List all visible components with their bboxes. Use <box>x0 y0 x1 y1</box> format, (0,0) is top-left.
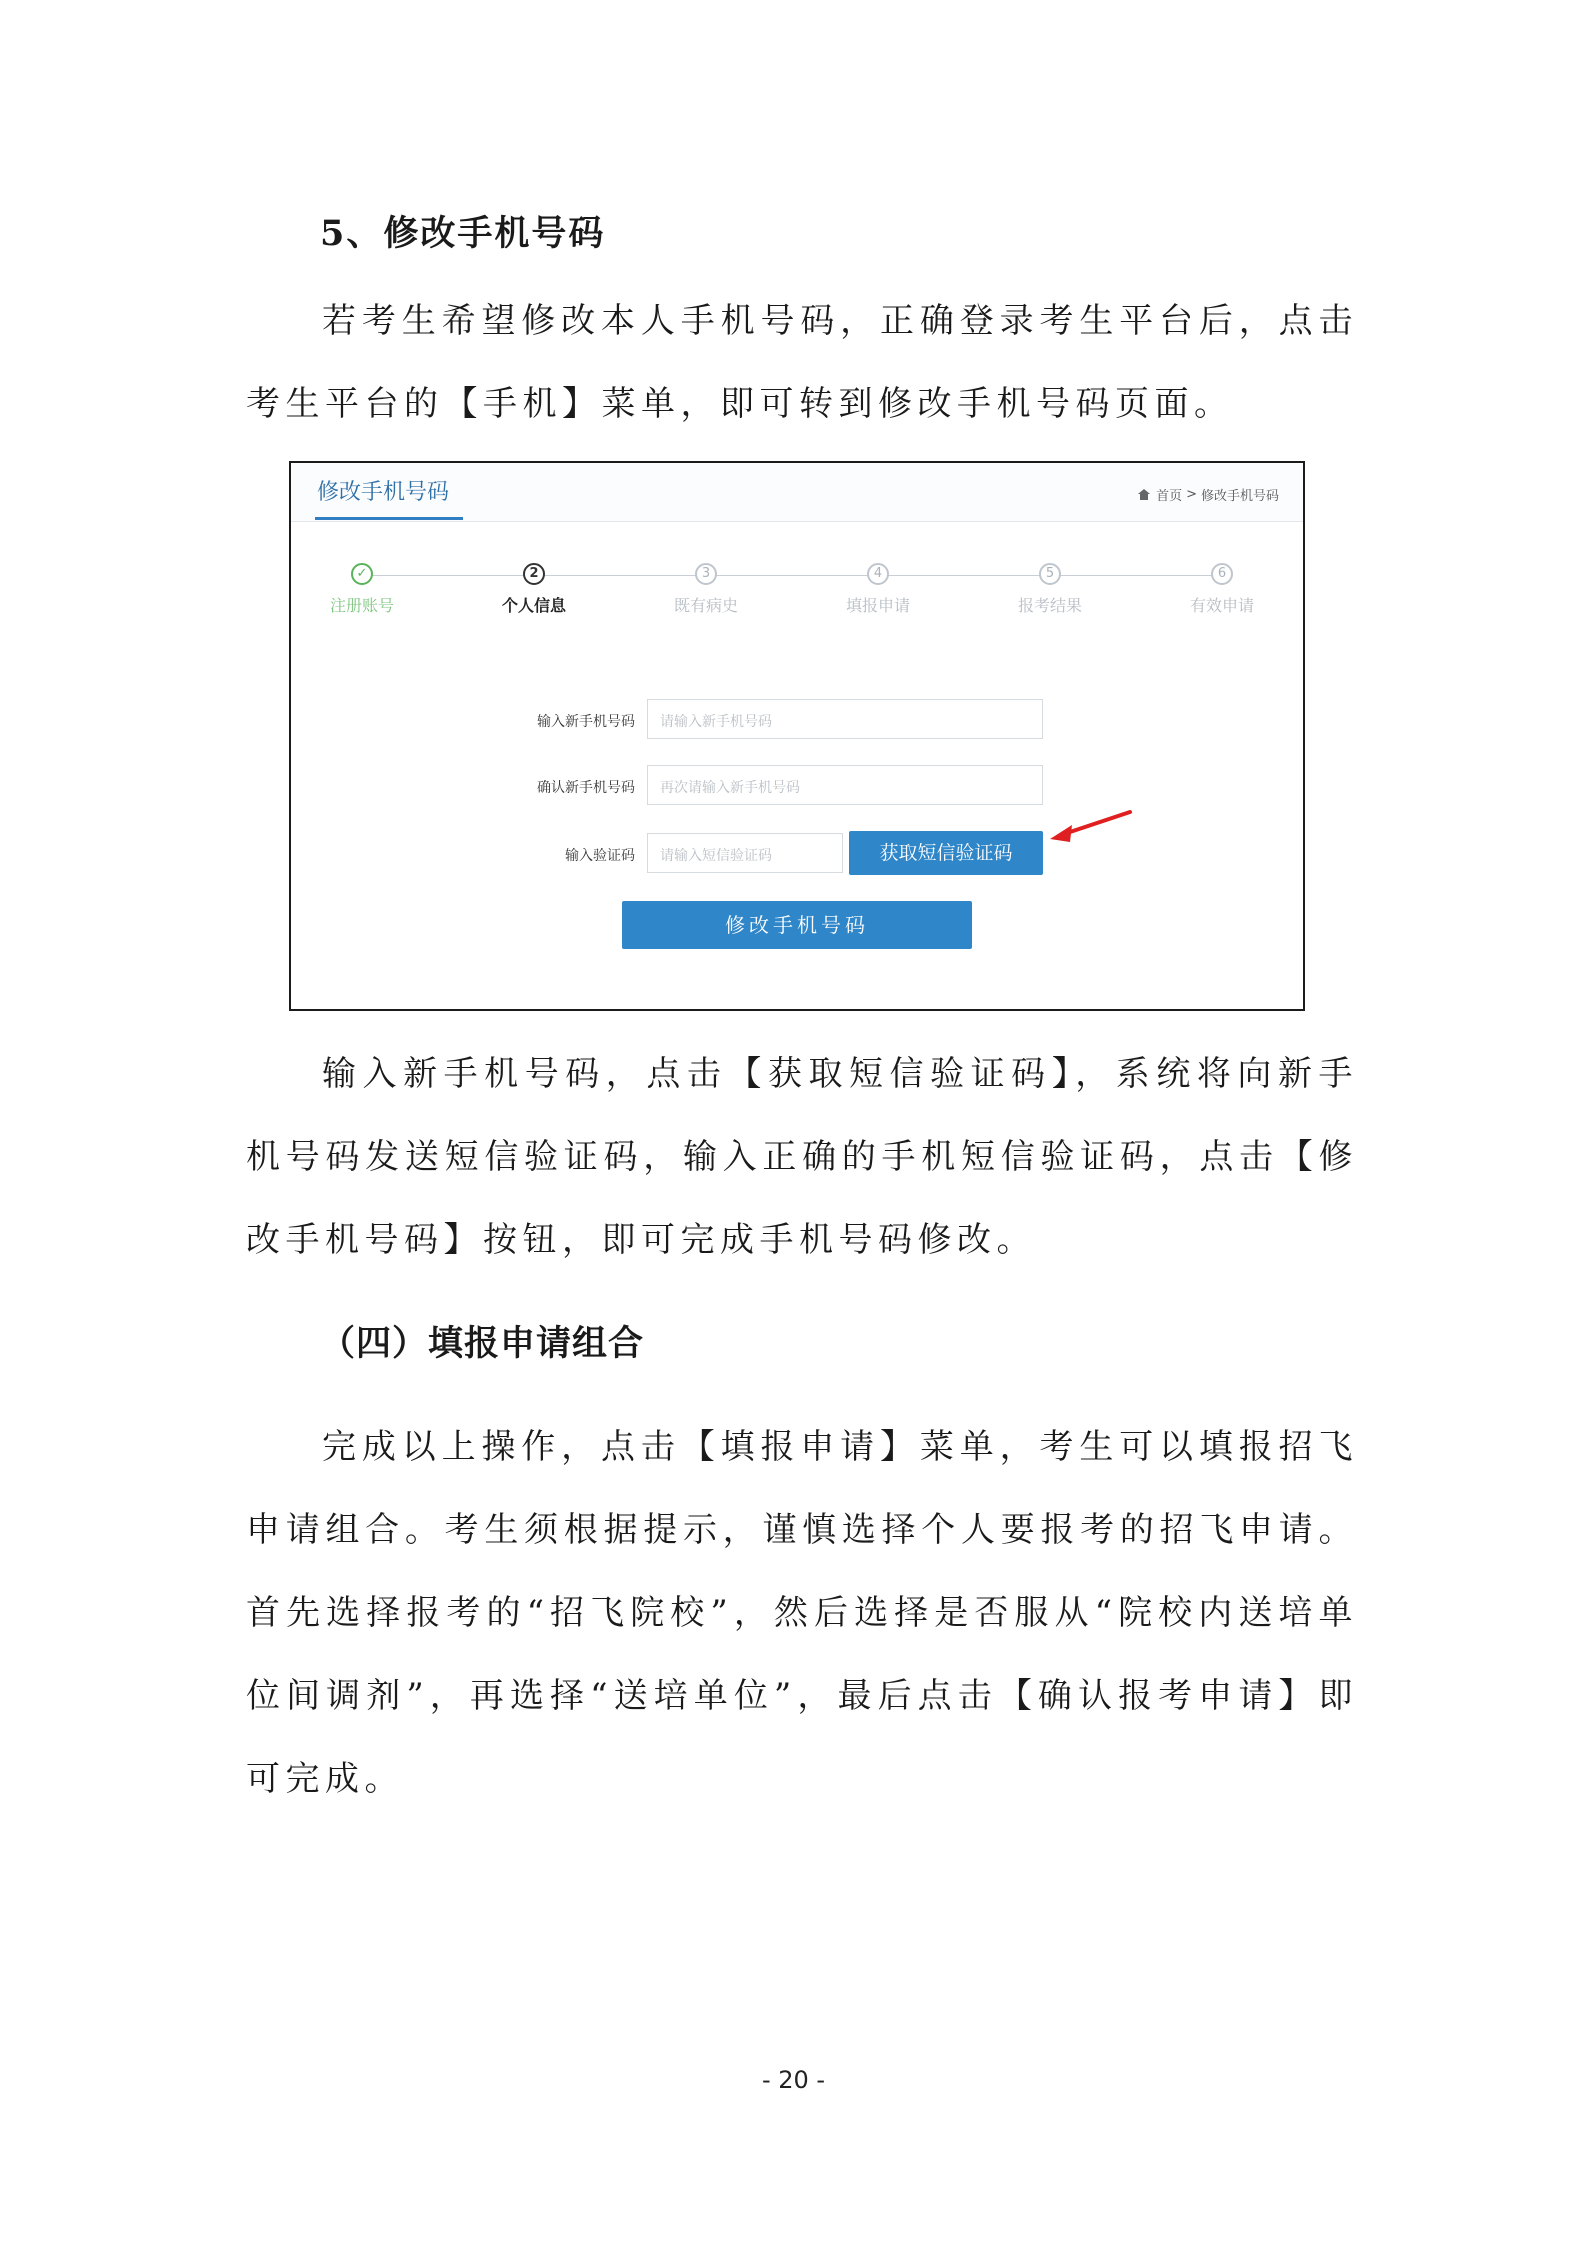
get-sms-code-button[interactable]: 获取短信验证码 <box>849 831 1043 875</box>
step-medical-history[interactable] <box>661 563 751 616</box>
step-label: 注册账号 <box>329 596 394 615</box>
home-icon[interactable] <box>1138 489 1150 500</box>
page-number: - 20 - <box>761 2066 826 2094</box>
title-underline <box>315 517 463 520</box>
paragraph-instructions: 输入新手机号码，点击【获取短信验证码】，系统将向新手机号码发送短信验证码，输入正确的手机短信验证码，点击【修改手机号码】按钮，即可完成手机号码修改。 <box>246 1054 1358 1260</box>
breadcrumb-separator: > <box>1186 487 1197 502</box>
change-phone-button[interactable]: 修改手机号码 <box>622 901 972 949</box>
screenshot-header <box>291 463 1303 522</box>
breadcrumb-home[interactable]: 首页 <box>1156 489 1183 504</box>
new-phone-input[interactable]: 请输入新手机号码 <box>647 699 1043 739</box>
code-row <box>291 833 851 875</box>
new-phone-row <box>291 699 1301 741</box>
step-result[interactable] <box>1005 563 1095 616</box>
step-label: 填报申请 <box>845 596 910 615</box>
step-label: 报考结果 <box>1017 596 1082 615</box>
step-number: 2 <box>523 563 545 585</box>
subsection-heading: （四）填报申请组合 <box>320 1324 645 1364</box>
breadcrumb-current: 修改手机号码 <box>1200 489 1279 504</box>
check-icon: ✓ <box>351 563 373 585</box>
step-personal-info[interactable] <box>489 563 579 616</box>
confirm-phone-input[interactable]: 再次请输入新手机号码 <box>647 765 1043 805</box>
step-label: 有效申请 <box>1189 596 1254 615</box>
progress-steps <box>317 563 1277 633</box>
step-number: 3 <box>695 563 717 585</box>
screenshot-title: 修改手机号码 <box>317 480 450 505</box>
paragraph-application: 完成以上操作，点击【填报申请】菜单，考生可以填报招飞申请组合。考生须根据提示，谨慎选择个人要报考的招飞申请。首先选择报考的“招飞院校”，然后选择是否服从“院校内送培单位间调剂”，再选择“送培单位”，最后点击【确认报考申请】即可完成。 <box>246 1427 1358 1799</box>
paragraph-intro: 若考生希望修改本人手机号码，正确登录考生平台后，点击考生平台的【手机】菜单，即可转到修改手机号码页面。 <box>246 301 1358 424</box>
step-label: 个人信息 <box>501 596 566 615</box>
section-heading: 5、修改手机号码 <box>320 213 606 254</box>
step-register[interactable] <box>317 563 407 616</box>
step-valid-application[interactable] <box>1177 563 1267 616</box>
new-phone-label: 输入新手机号码 <box>537 714 635 730</box>
step-application[interactable] <box>833 563 923 616</box>
step-label: 既有病史 <box>673 596 738 615</box>
breadcrumb <box>1138 485 1279 504</box>
code-input[interactable]: 请输入短信验证码 <box>647 833 843 873</box>
screenshot-figure <box>289 461 1305 1011</box>
step-number: 6 <box>1211 563 1233 585</box>
step-number: 4 <box>867 563 889 585</box>
step-number: 5 <box>1039 563 1061 585</box>
code-label: 输入验证码 <box>565 848 635 864</box>
confirm-phone-row <box>291 765 1301 807</box>
confirm-phone-label: 确认新手机号码 <box>537 780 635 796</box>
red-arrow-icon <box>1046 808 1136 848</box>
